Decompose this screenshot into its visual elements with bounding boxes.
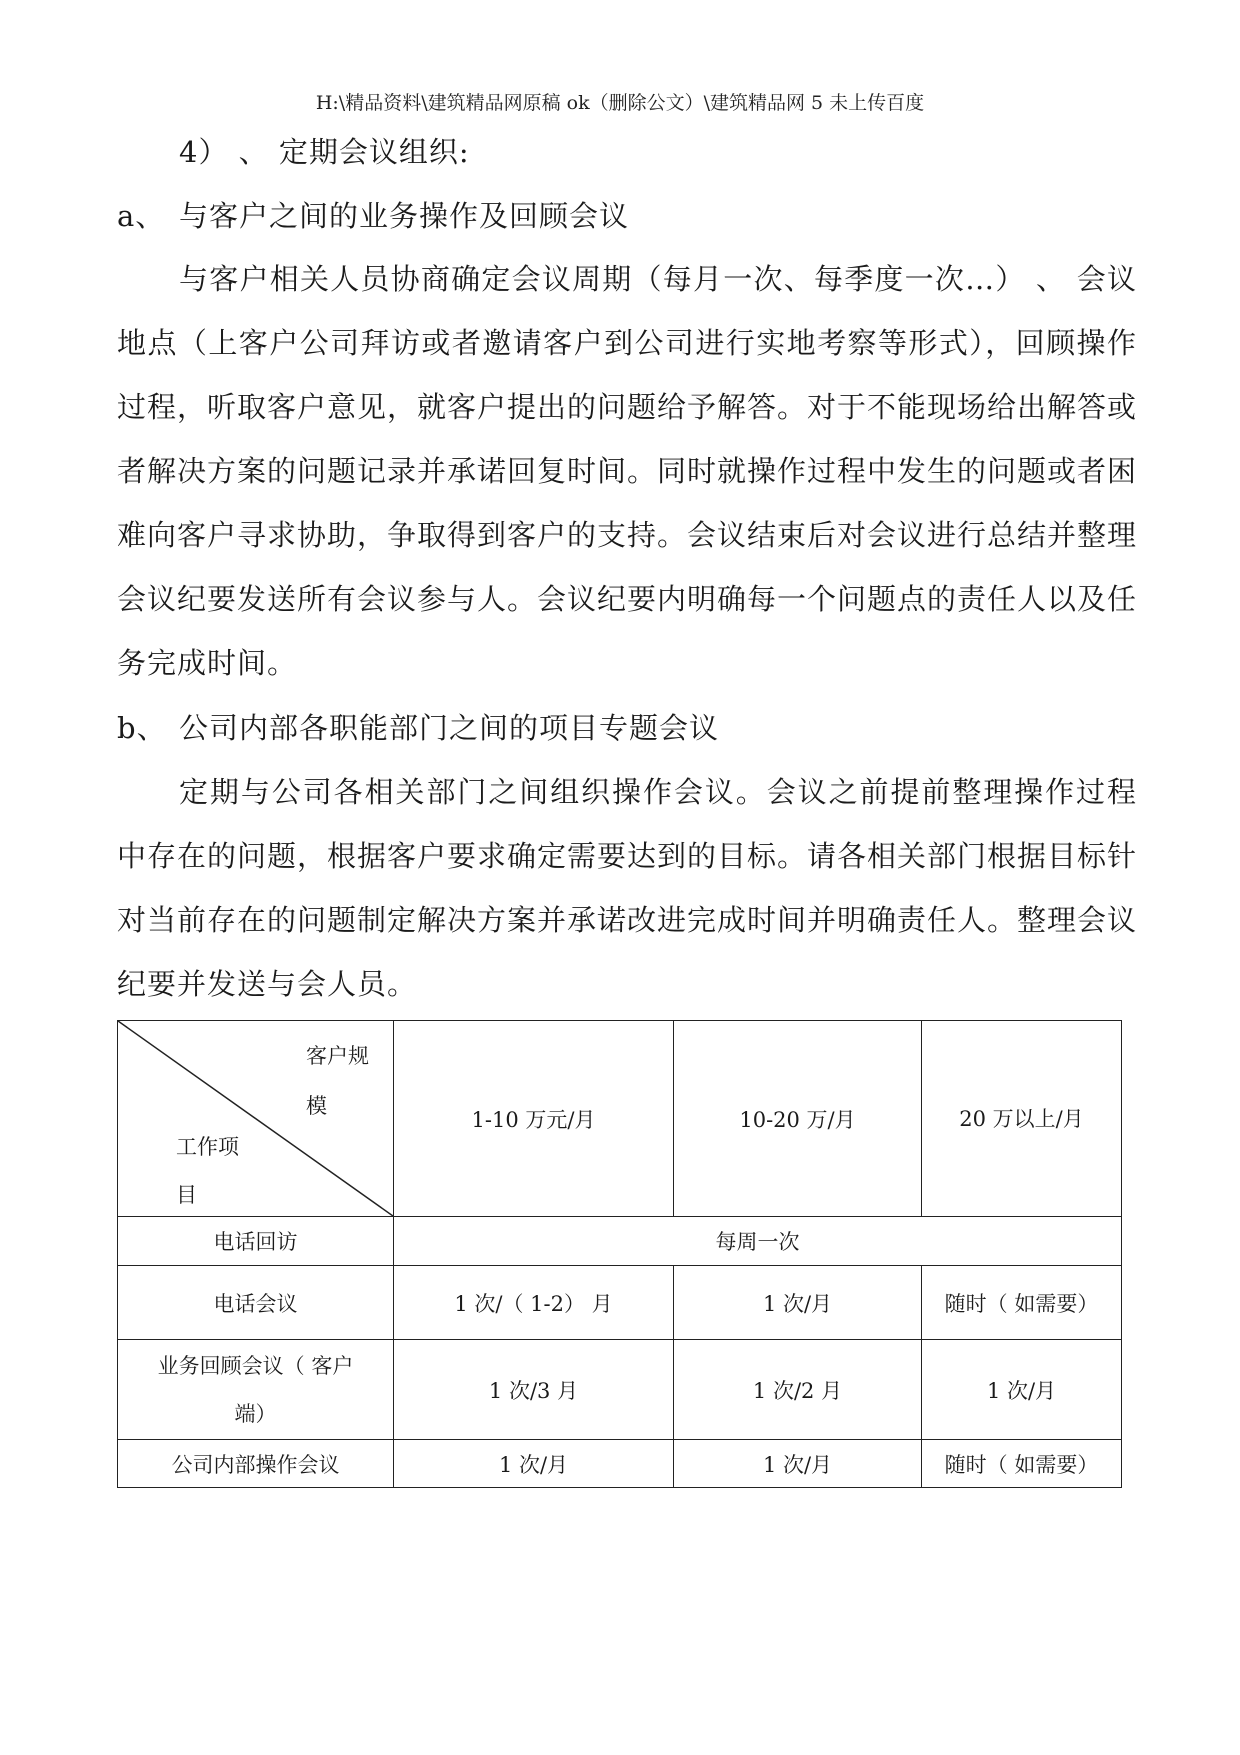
item-a-marker: a、	[117, 199, 166, 233]
row-label: 电话回访	[118, 1217, 394, 1266]
item-b-marker: b、	[117, 711, 167, 745]
table-cell: 随时（ 如需要）	[922, 1266, 1122, 1340]
row-label: 业务回顾会议（ 客户端）	[118, 1340, 394, 1440]
row-label: 电话会议	[118, 1266, 394, 1340]
table-corner-cell	[118, 1021, 394, 1217]
file-path-header: H:\精品资料\建筑精品网原稿 ok（删除公文）\建筑精品网 5 未上传百度	[315, 92, 925, 114]
meeting-frequency-table	[117, 1020, 1122, 1488]
column-header: 20 万以上/月	[922, 1021, 1122, 1217]
table-cell: 1 次/2 月	[674, 1340, 922, 1440]
table-row	[118, 1266, 1122, 1340]
table-cell: 随时（ 如需要）	[922, 1440, 1122, 1488]
item-a-title: 与客户之间的业务操作及回顾会议	[179, 199, 630, 233]
column-header: 1-10 万元/月	[394, 1021, 674, 1217]
item-b-heading	[117, 706, 719, 747]
column-header: 10-20 万/月	[674, 1021, 922, 1217]
section-heading: 4） 、 定期会议组织:	[179, 135, 470, 169]
table-cell-merged: 每周一次	[394, 1217, 1122, 1266]
table-cell: 1 次/月	[922, 1340, 1122, 1440]
corner-label-customer-scale: 客户规模	[306, 1044, 369, 1118]
table-cell: 1 次/（ 1-2） 月	[394, 1266, 674, 1340]
item-b-body: 定期与公司各相关部门之间组织操作会议。会议之前提前整理操作过程中存在的问题，根据客户要求确定需要达到的目标。请各相关部门根据目标针对当前存在的问题制定解决方案并承诺改进完成时间并明确责任人。整理会议纪要并发送与会人员。	[117, 775, 1138, 1001]
table-cell: 1 次/月	[674, 1440, 922, 1488]
table-row	[118, 1217, 1122, 1266]
corner-label-work-item: 工作项目	[176, 1135, 239, 1207]
table-cell: 1 次/3 月	[394, 1340, 674, 1440]
row-label: 公司内部操作会议	[118, 1440, 394, 1488]
table-row	[118, 1440, 1122, 1488]
table-header-row	[118, 1021, 1122, 1217]
table-row	[118, 1340, 1122, 1440]
item-a-body: 与客户相关人员协商确定会议周期（每月一次、每季度一次…） 、 会议地点（上客户公司拜访或者邀请客户到公司进行实地考察等形式），回顾操作过程，听取客户意见，就客户提出的问题给予解答。对于不能现场给出解答或者解决方案的问题记录并承诺回复时间。同时就操作过程中发生的问题或者困难向客户寻求协助，争取得到客户的支持。会议结束后对会议进行总结并整理会议纪要发送所有会议参与人。会议纪要内明确每一个问题点的责任人以及任务完成时间。	[117, 262, 1138, 680]
item-a-heading	[117, 194, 629, 235]
table-cell: 1 次/月	[674, 1266, 922, 1340]
table-cell: 1 次/月	[394, 1440, 674, 1488]
item-b-title: 公司内部各职能部门之间的项目专题会议	[179, 711, 720, 745]
